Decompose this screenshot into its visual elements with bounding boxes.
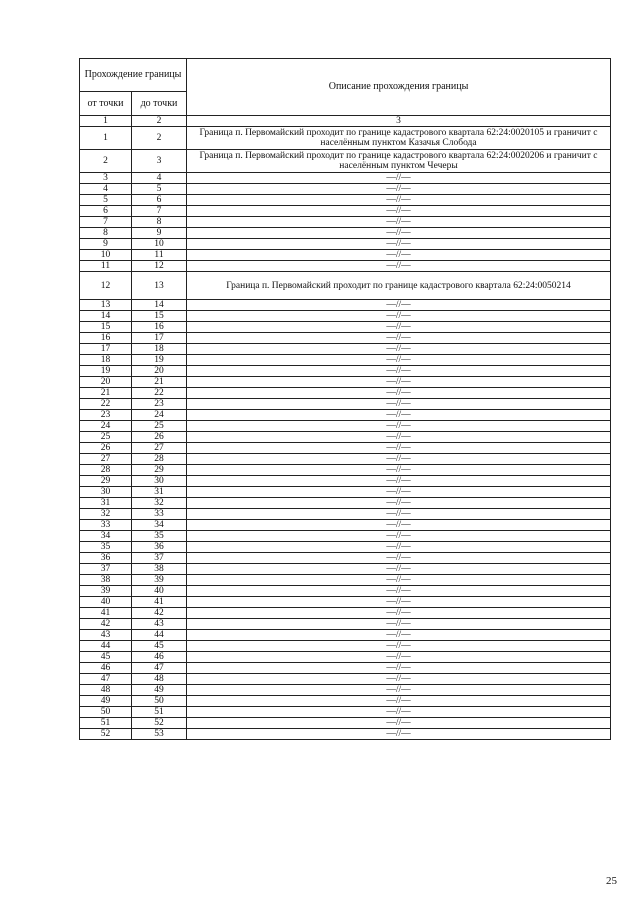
from-point-cell: 50 [80, 707, 132, 718]
to-point-cell: 28 [132, 454, 187, 465]
description-cell: —//— [187, 553, 611, 564]
description-cell: Граница п. Первомайский проходит по границе кадастрового квартала 62:24:0020206 и граничит с населённым пунктом Чечеры [187, 150, 611, 173]
description-cell: —//— [187, 696, 611, 707]
to-point-cell: 48 [132, 674, 187, 685]
description-cell: Граница п. Первомайский проходит по границе кадастрового квартала 62:24:0020105 и граничит с населённым пунктом Казачья Слобода [187, 127, 611, 150]
from-point-cell: 33 [80, 520, 132, 531]
table-row [80, 388, 611, 399]
to-point-cell: 49 [132, 685, 187, 696]
from-point-cell: 29 [80, 476, 132, 487]
description-cell: —//— [187, 195, 611, 206]
description-cell: —//— [187, 228, 611, 239]
to-point-cell: 15 [132, 311, 187, 322]
to-point-cell: 5 [132, 184, 187, 195]
from-point-cell: 14 [80, 311, 132, 322]
description-cell: —//— [187, 239, 611, 250]
table-row [80, 239, 611, 250]
table-row [80, 663, 611, 674]
to-point-cell: 2 [132, 127, 187, 150]
to-point-cell: 40 [132, 586, 187, 597]
description-cell: —//— [187, 454, 611, 465]
table-row [80, 498, 611, 509]
to-point-cell: 50 [132, 696, 187, 707]
description-cell: —//— [187, 355, 611, 366]
from-point-cell: 10 [80, 250, 132, 261]
description-cell: —//— [187, 432, 611, 443]
table-row [80, 355, 611, 366]
to-point-cell: 34 [132, 520, 187, 531]
description-cell: —//— [187, 300, 611, 311]
to-point-cell: 29 [132, 465, 187, 476]
table-row [80, 575, 611, 586]
from-point-cell: 36 [80, 553, 132, 564]
to-point-cell: 43 [132, 619, 187, 630]
to-point-cell: 10 [132, 239, 187, 250]
to-point-cell: 51 [132, 707, 187, 718]
description-cell: —//— [187, 250, 611, 261]
to-point-cell: 20 [132, 366, 187, 377]
header-from-point: от точки [80, 92, 132, 116]
table-row [80, 184, 611, 195]
description-cell: —//— [187, 542, 611, 553]
table-row [80, 630, 611, 641]
to-point-cell: 13 [132, 272, 187, 300]
from-point-cell: 3 [80, 173, 132, 184]
description-cell: —//— [187, 641, 611, 652]
table-row [80, 685, 611, 696]
to-point-cell: 47 [132, 663, 187, 674]
table-row [80, 127, 611, 150]
to-point-cell: 44 [132, 630, 187, 641]
description-cell: —//— [187, 707, 611, 718]
table-row [80, 564, 611, 575]
description-cell: —//— [187, 597, 611, 608]
to-point-cell: 6 [132, 195, 187, 206]
to-point-cell: 21 [132, 377, 187, 388]
table-row [80, 366, 611, 377]
from-point-cell: 47 [80, 674, 132, 685]
to-point-cell: 14 [132, 300, 187, 311]
table-row [80, 272, 611, 300]
table-row [80, 410, 611, 421]
from-point-cell: 4 [80, 184, 132, 195]
table-row [80, 443, 611, 454]
table-row [80, 652, 611, 663]
description-cell: —//— [187, 443, 611, 454]
to-point-cell: 3 [132, 150, 187, 173]
description-cell: —//— [187, 674, 611, 685]
description-cell: —//— [187, 366, 611, 377]
from-point-cell: 32 [80, 509, 132, 520]
to-point-cell: 46 [132, 652, 187, 663]
description-cell: —//— [187, 487, 611, 498]
description-cell: —//— [187, 322, 611, 333]
to-point-cell: 25 [132, 421, 187, 432]
from-point-cell: 39 [80, 586, 132, 597]
from-point-cell: 16 [80, 333, 132, 344]
to-point-cell: 32 [132, 498, 187, 509]
table-row [80, 150, 611, 173]
to-point-cell: 19 [132, 355, 187, 366]
header-column-numbers [80, 116, 611, 127]
description-cell: —//— [187, 729, 611, 740]
from-point-cell: 21 [80, 388, 132, 399]
from-point-cell: 18 [80, 355, 132, 366]
to-point-cell: 33 [132, 509, 187, 520]
to-point-cell: 30 [132, 476, 187, 487]
from-point-cell: 27 [80, 454, 132, 465]
table-row [80, 718, 611, 729]
table-row [80, 487, 611, 498]
description-cell: —//— [187, 344, 611, 355]
header-row-top [80, 59, 611, 92]
from-point-cell: 19 [80, 366, 132, 377]
description-cell: —//— [187, 217, 611, 228]
from-point-cell: 46 [80, 663, 132, 674]
description-cell: —//— [187, 421, 611, 432]
header-to-point: до точки [132, 92, 187, 116]
from-point-cell: 44 [80, 641, 132, 652]
header-group-boundary: Прохождение границы [80, 59, 187, 92]
from-point-cell: 31 [80, 498, 132, 509]
description-cell: —//— [187, 498, 611, 509]
from-point-cell: 51 [80, 718, 132, 729]
table-row [80, 619, 611, 630]
table-row [80, 228, 611, 239]
from-point-cell: 23 [80, 410, 132, 421]
table-row [80, 696, 611, 707]
from-point-cell: 42 [80, 619, 132, 630]
description-cell: —//— [187, 531, 611, 542]
from-point-cell: 5 [80, 195, 132, 206]
from-point-cell: 40 [80, 597, 132, 608]
column-number: 2 [132, 116, 187, 127]
from-point-cell: 8 [80, 228, 132, 239]
table-row [80, 261, 611, 272]
from-point-cell: 48 [80, 685, 132, 696]
table-row [80, 454, 611, 465]
to-point-cell: 23 [132, 399, 187, 410]
table-header [80, 59, 611, 127]
to-point-cell: 39 [132, 575, 187, 586]
to-point-cell: 12 [132, 261, 187, 272]
to-point-cell: 8 [132, 217, 187, 228]
column-number: 3 [187, 116, 611, 127]
table-row [80, 399, 611, 410]
description-cell: —//— [187, 652, 611, 663]
to-point-cell: 27 [132, 443, 187, 454]
table-row [80, 344, 611, 355]
description-cell: —//— [187, 509, 611, 520]
description-cell: —//— [187, 630, 611, 641]
table-row [80, 217, 611, 228]
to-point-cell: 45 [132, 641, 187, 652]
from-point-cell: 34 [80, 531, 132, 542]
from-point-cell: 17 [80, 344, 132, 355]
description-cell: —//— [187, 476, 611, 487]
from-point-cell: 15 [80, 322, 132, 333]
to-point-cell: 17 [132, 333, 187, 344]
description-cell: —//— [187, 311, 611, 322]
from-point-cell: 37 [80, 564, 132, 575]
table-row [80, 250, 611, 261]
table-row [80, 322, 611, 333]
from-point-cell: 49 [80, 696, 132, 707]
table-row [80, 476, 611, 487]
description-cell: —//— [187, 586, 611, 597]
from-point-cell: 13 [80, 300, 132, 311]
table-row [80, 509, 611, 520]
table-row [80, 465, 611, 476]
description-cell: Граница п. Первомайский проходит по границе кадастрового квартала 62:24:0050214 [187, 272, 611, 300]
table-body [80, 127, 611, 740]
to-point-cell: 26 [132, 432, 187, 443]
from-point-cell: 41 [80, 608, 132, 619]
to-point-cell: 24 [132, 410, 187, 421]
description-cell: —//— [187, 261, 611, 272]
description-cell: —//— [187, 377, 611, 388]
description-cell: —//— [187, 399, 611, 410]
from-point-cell: 22 [80, 399, 132, 410]
table-row [80, 206, 611, 217]
description-cell: —//— [187, 465, 611, 476]
table-row [80, 300, 611, 311]
description-cell: —//— [187, 685, 611, 696]
description-cell: —//— [187, 333, 611, 344]
to-point-cell: 36 [132, 542, 187, 553]
table-row [80, 707, 611, 718]
table-row [80, 333, 611, 344]
table-row [80, 520, 611, 531]
from-point-cell: 7 [80, 217, 132, 228]
from-point-cell: 45 [80, 652, 132, 663]
from-point-cell: 20 [80, 377, 132, 388]
to-point-cell: 4 [132, 173, 187, 184]
to-point-cell: 18 [132, 344, 187, 355]
to-point-cell: 35 [132, 531, 187, 542]
from-point-cell: 24 [80, 421, 132, 432]
table-row [80, 173, 611, 184]
table-row [80, 674, 611, 685]
boundary-table [79, 58, 611, 740]
description-cell: —//— [187, 619, 611, 630]
to-point-cell: 41 [132, 597, 187, 608]
column-number: 1 [80, 116, 132, 127]
description-cell: —//— [187, 718, 611, 729]
table-row [80, 597, 611, 608]
to-point-cell: 22 [132, 388, 187, 399]
from-point-cell: 52 [80, 729, 132, 740]
table-row [80, 586, 611, 597]
to-point-cell: 11 [132, 250, 187, 261]
from-point-cell: 25 [80, 432, 132, 443]
table-row [80, 377, 611, 388]
description-cell: —//— [187, 608, 611, 619]
description-cell: —//— [187, 173, 611, 184]
description-cell: —//— [187, 206, 611, 217]
table-row [80, 729, 611, 740]
description-cell: —//— [187, 520, 611, 531]
from-point-cell: 35 [80, 542, 132, 553]
to-point-cell: 7 [132, 206, 187, 217]
from-point-cell: 11 [80, 261, 132, 272]
table-row [80, 195, 611, 206]
to-point-cell: 16 [132, 322, 187, 333]
description-cell: —//— [187, 575, 611, 586]
table-row [80, 311, 611, 322]
to-point-cell: 38 [132, 564, 187, 575]
description-cell: —//— [187, 184, 611, 195]
table-row [80, 641, 611, 652]
page-number: 25 [606, 875, 617, 887]
to-point-cell: 53 [132, 729, 187, 740]
header-description: Описание прохождения границы [187, 59, 611, 116]
table-row [80, 542, 611, 553]
from-point-cell: 26 [80, 443, 132, 454]
to-point-cell: 31 [132, 487, 187, 498]
to-point-cell: 37 [132, 553, 187, 564]
table-row [80, 432, 611, 443]
description-cell: —//— [187, 410, 611, 421]
table-row [80, 553, 611, 564]
table-row [80, 421, 611, 432]
description-cell: —//— [187, 564, 611, 575]
from-point-cell: 28 [80, 465, 132, 476]
description-cell: —//— [187, 388, 611, 399]
from-point-cell: 6 [80, 206, 132, 217]
from-point-cell: 43 [80, 630, 132, 641]
table-row [80, 608, 611, 619]
from-point-cell: 12 [80, 272, 132, 300]
from-point-cell: 2 [80, 150, 132, 173]
to-point-cell: 42 [132, 608, 187, 619]
description-cell: —//— [187, 663, 611, 674]
from-point-cell: 30 [80, 487, 132, 498]
to-point-cell: 52 [132, 718, 187, 729]
from-point-cell: 38 [80, 575, 132, 586]
to-point-cell: 9 [132, 228, 187, 239]
from-point-cell: 1 [80, 127, 132, 150]
from-point-cell: 9 [80, 239, 132, 250]
table-row [80, 531, 611, 542]
